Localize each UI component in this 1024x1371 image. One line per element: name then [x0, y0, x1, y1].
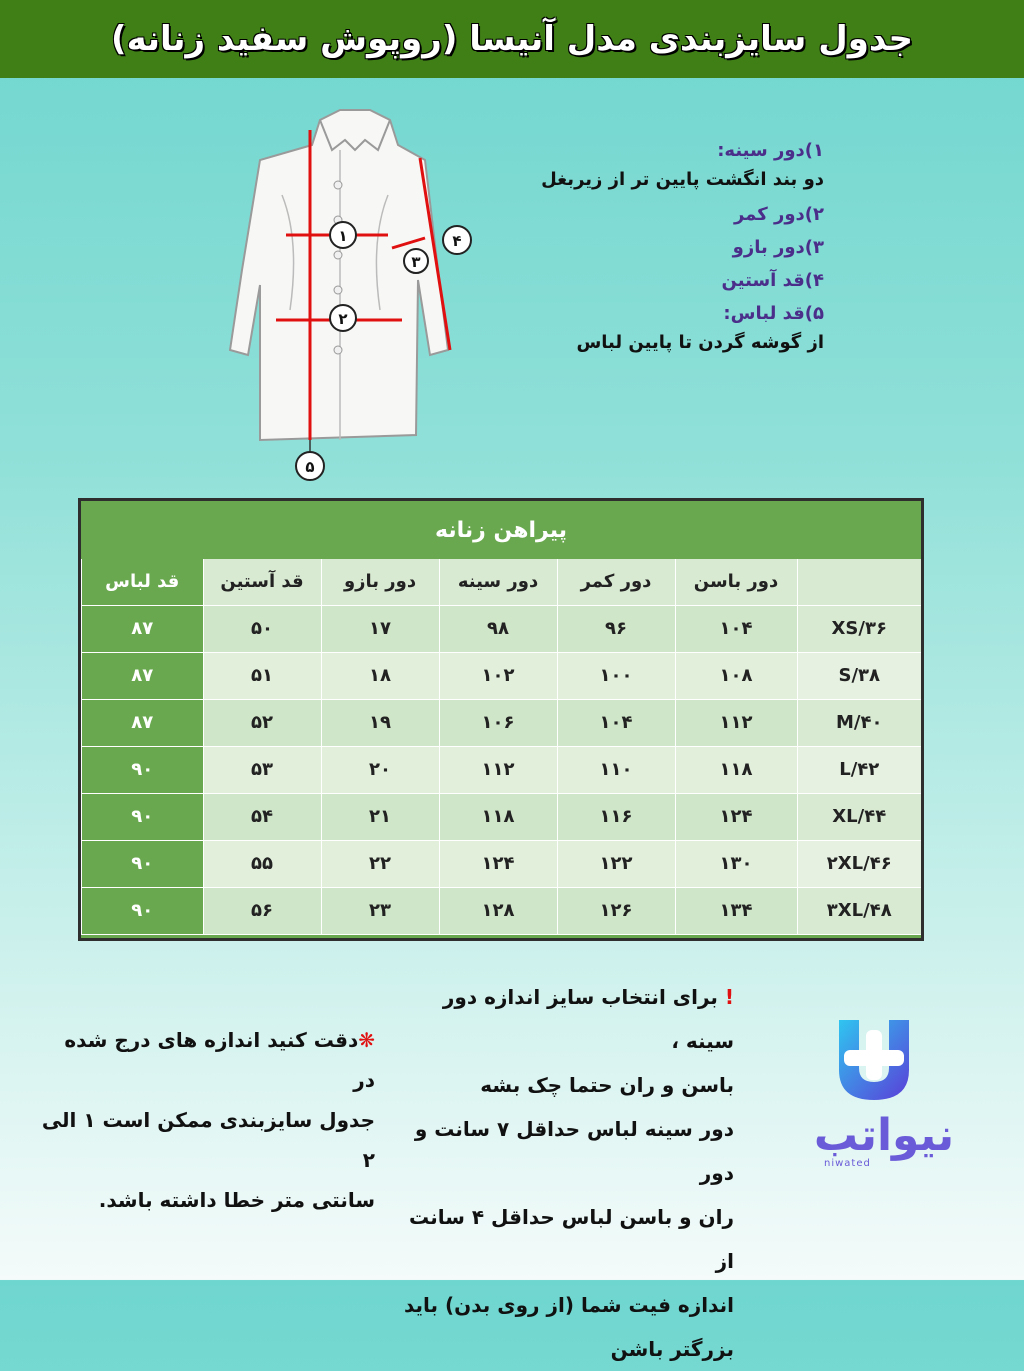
cell-waist: ۱۲۶ [557, 887, 675, 934]
cell-sleeve: ۵۶ [203, 887, 321, 934]
legend-item-2: ۲)دور کمر [733, 204, 824, 225]
cell-size: XS/۳۶ [797, 605, 921, 652]
note-left-line-3: سانتی متر خطا داشته باشد. [98, 1188, 375, 1212]
header-size [797, 559, 921, 605]
legend-item-1: ۱)دور سینه: [717, 140, 824, 161]
cell-hip: ۱۳۰ [675, 840, 797, 887]
cell-sleeve: ۵۳ [203, 746, 321, 793]
table-header-row [82, 559, 922, 605]
cell-hip: ۱۰۸ [675, 652, 797, 699]
cell-waist: ۹۶ [557, 605, 675, 652]
cell-sleeve: ۵۴ [203, 793, 321, 840]
legend-item-4: ۴)قد آستین [721, 270, 824, 291]
table-row [82, 887, 922, 934]
cell-waist: ۱۱۰ [557, 746, 675, 793]
cell-bust: ۱۱۲ [439, 746, 557, 793]
cell-hip: ۱۱۲ [675, 699, 797, 746]
note-right-line-5: اندازه فیت شما (از روی بدن) باید [403, 1293, 734, 1317]
cell-size: L/۴۲ [797, 746, 921, 793]
cell-hip: ۱۰۴ [675, 605, 797, 652]
legend-item-5-desc: از گوشه گردن تا پایین لباس [576, 332, 824, 353]
logo-mark-icon [764, 1010, 1004, 1110]
cell-arm: ۲۲ [321, 840, 439, 887]
cell-arm: ۱۸ [321, 652, 439, 699]
table-row [82, 652, 922, 699]
header-arm: دور بازو [321, 559, 439, 605]
logo-subtext: niwated [824, 1158, 871, 1169]
header-bar [0, 0, 1024, 78]
cell-length: ۹۰ [82, 840, 204, 887]
asterisk-icon: ❋ [358, 1028, 375, 1052]
size-grid [81, 559, 921, 935]
legend-item-5: ۵)قد لباس: [723, 303, 824, 324]
cell-length: ۹۰ [82, 793, 204, 840]
cell-arm: ۲۰ [321, 746, 439, 793]
header-length: قد لباس [82, 559, 204, 605]
cell-size: ۲XL/۴۶ [797, 840, 921, 887]
cell-length: ۸۷ [82, 652, 204, 699]
note-right-line-2: باسن و ران حتما چک بشه [480, 1073, 734, 1097]
cell-sleeve: ۵۲ [203, 699, 321, 746]
cell-size: XL/۴۴ [797, 793, 921, 840]
table-row [82, 605, 922, 652]
cell-arm: ۱۹ [321, 699, 439, 746]
legend-item-1-desc: دو بند انگشت پایین تر از زیربغل [541, 169, 824, 190]
table-row [82, 840, 922, 887]
cell-hip: ۱۱۸ [675, 746, 797, 793]
note-right-line-6: بزرگتر باشن [610, 1337, 734, 1361]
cell-bust: ۱۰۶ [439, 699, 557, 746]
marker-4-label: ۴ [452, 232, 462, 250]
cell-waist: ۱۰۰ [557, 652, 675, 699]
legend-item-3: ۳)دور بازو [732, 237, 824, 258]
header-hip: دور باسن [675, 559, 797, 605]
marker-5-label: ۵ [305, 458, 315, 476]
cell-bust: ۱۰۲ [439, 652, 557, 699]
cell-bust: ۹۸ [439, 605, 557, 652]
measurement-legend [424, 140, 824, 367]
note-right-line-3: دور سینه لباس حداقل ۷ سانت و دور [414, 1117, 734, 1185]
cell-bust: ۱۲۴ [439, 840, 557, 887]
table-row [82, 746, 922, 793]
cell-sleeve: ۵۵ [203, 840, 321, 887]
cell-size: M/۴۰ [797, 699, 921, 746]
cell-bust: ۱۲۸ [439, 887, 557, 934]
note-right-line-1: ! برای انتخاب سایز اندازه دور سینه ، [442, 985, 734, 1053]
table-title: پیراهن زنانه [81, 501, 921, 559]
cell-arm: ۱۷ [321, 605, 439, 652]
marker-1-label: ۱ [338, 227, 348, 245]
page-title: جدول سایزبندی مدل آنیسا (روپوش سفید زنانه) [111, 19, 913, 59]
cell-length: ۸۷ [82, 699, 204, 746]
table-row [82, 793, 922, 840]
brand-logo [764, 1010, 1004, 1170]
logo-text: نیواتب [813, 1110, 955, 1161]
exclamation-icon: ! [724, 985, 734, 1009]
marker-3-label: ۳ [411, 253, 421, 271]
size-table [78, 498, 924, 941]
cell-waist: ۱۱۶ [557, 793, 675, 840]
cell-sleeve: ۵۰ [203, 605, 321, 652]
note-right [394, 975, 734, 1371]
note-left-line-1: ❋دقت کنید اندازه های درج شده در [64, 1028, 375, 1092]
cell-waist: ۱۰۴ [557, 699, 675, 746]
header-sleeve: قد آستین [203, 559, 321, 605]
cell-hip: ۱۳۴ [675, 887, 797, 934]
header-waist: دور کمر [557, 559, 675, 605]
note-left [40, 1020, 375, 1220]
cell-length: ۸۷ [82, 605, 204, 652]
cell-length: ۹۰ [82, 746, 204, 793]
note-right-line-4: ران و باسن لباس حداقل ۴ سانت از [409, 1205, 734, 1273]
cell-sleeve: ۵۱ [203, 652, 321, 699]
cell-arm: ۲۳ [321, 887, 439, 934]
header-bust: دور سینه [439, 559, 557, 605]
coat-shape [230, 110, 448, 440]
note-left-line-2: جدول سایزبندی ممکن است ۱ الی ۲ [41, 1108, 375, 1172]
cell-arm: ۲۱ [321, 793, 439, 840]
cell-size: S/۳۸ [797, 652, 921, 699]
cell-hip: ۱۲۴ [675, 793, 797, 840]
cell-waist: ۱۲۲ [557, 840, 675, 887]
cell-length: ۹۰ [82, 887, 204, 934]
table-row [82, 699, 922, 746]
cell-size: ۳XL/۴۸ [797, 887, 921, 934]
cell-bust: ۱۱۸ [439, 793, 557, 840]
marker-2-label: ۲ [338, 310, 348, 328]
